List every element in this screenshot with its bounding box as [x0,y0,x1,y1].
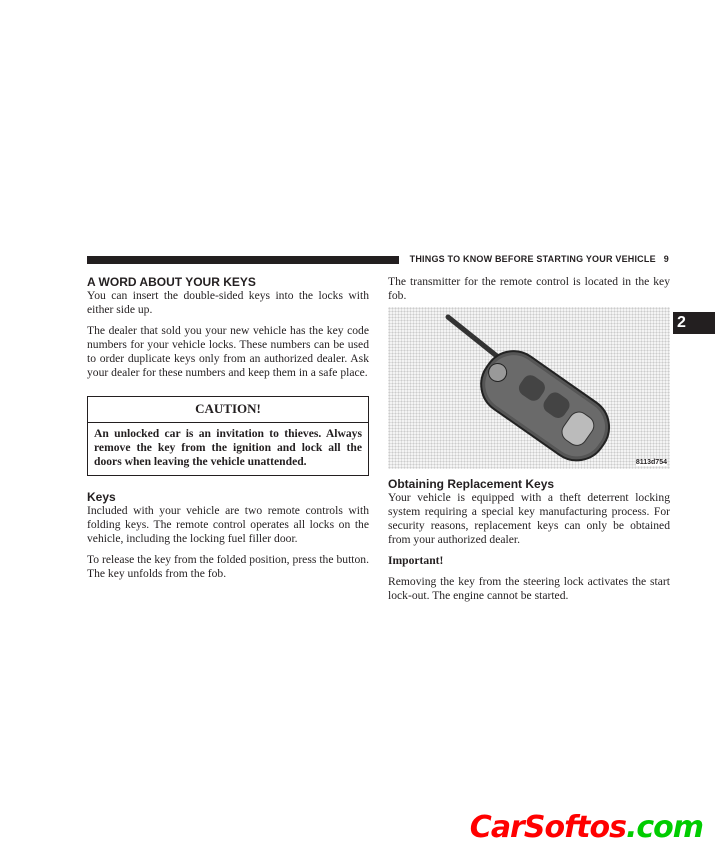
chapter-tab: 2 [673,312,715,334]
caution-body: An unlocked car is an invitation to thieves. Always remove the key from the ignition and lock all the doors when leaving the vehicle unattended. [94,427,362,468]
paragraph: Removing the key from the steering lock activates the start lock-out. The engine cannot be started. [388,575,670,602]
left-column [87,275,369,588]
heading-keys: Keys [87,490,116,504]
key-fob-illustration [388,307,670,469]
paragraph: To release the key from the folded position, press the button. The key unfolds from the fob. [87,553,369,580]
right-column [388,275,670,610]
section-title: THINGS TO KNOW BEFORE STARTING YOUR VEHICLE [409,254,656,264]
important-label: Important! [388,554,444,567]
watermark-part1: CarSoftos [469,810,626,845]
running-header [402,254,669,264]
page-number: 9 [663,254,669,264]
key-fob-figure [388,307,670,469]
heading-word-about-keys: A WORD ABOUT YOUR KEYS [87,275,256,289]
header-rule [87,256,399,264]
watermark-part2: .com [625,810,703,845]
watermark-logo [470,810,703,845]
paragraph: Your vehicle is equipped with a theft deterrent locking system requiring a special key manufacturing process. For security reasons, replacement keys can only be obtained from your authorized dealer. [388,491,670,546]
heading-replacement-keys: Obtaining Replacement Keys [388,477,555,491]
caution-title: CAUTION! [88,397,368,423]
figure-code: 8113d754 [635,459,667,466]
caution-box [87,396,369,476]
paragraph: Included with your vehicle are two remote controls with folding keys. The remote control operates all locks on the vehicle, including the locking fuel filler door. [87,504,369,545]
paragraph: The dealer that sold you your new vehicle has the key code numbers for your vehicle locks. These numbers can be used to order duplicate keys only from an authorized dealer. Ask your dealer for these numbers and keep them in a safe place. [87,324,369,379]
paragraph: You can insert the double-sided keys into the locks with either side up. [87,289,369,316]
paragraph: The transmitter for the remote control is located in the key fob. [388,275,670,302]
